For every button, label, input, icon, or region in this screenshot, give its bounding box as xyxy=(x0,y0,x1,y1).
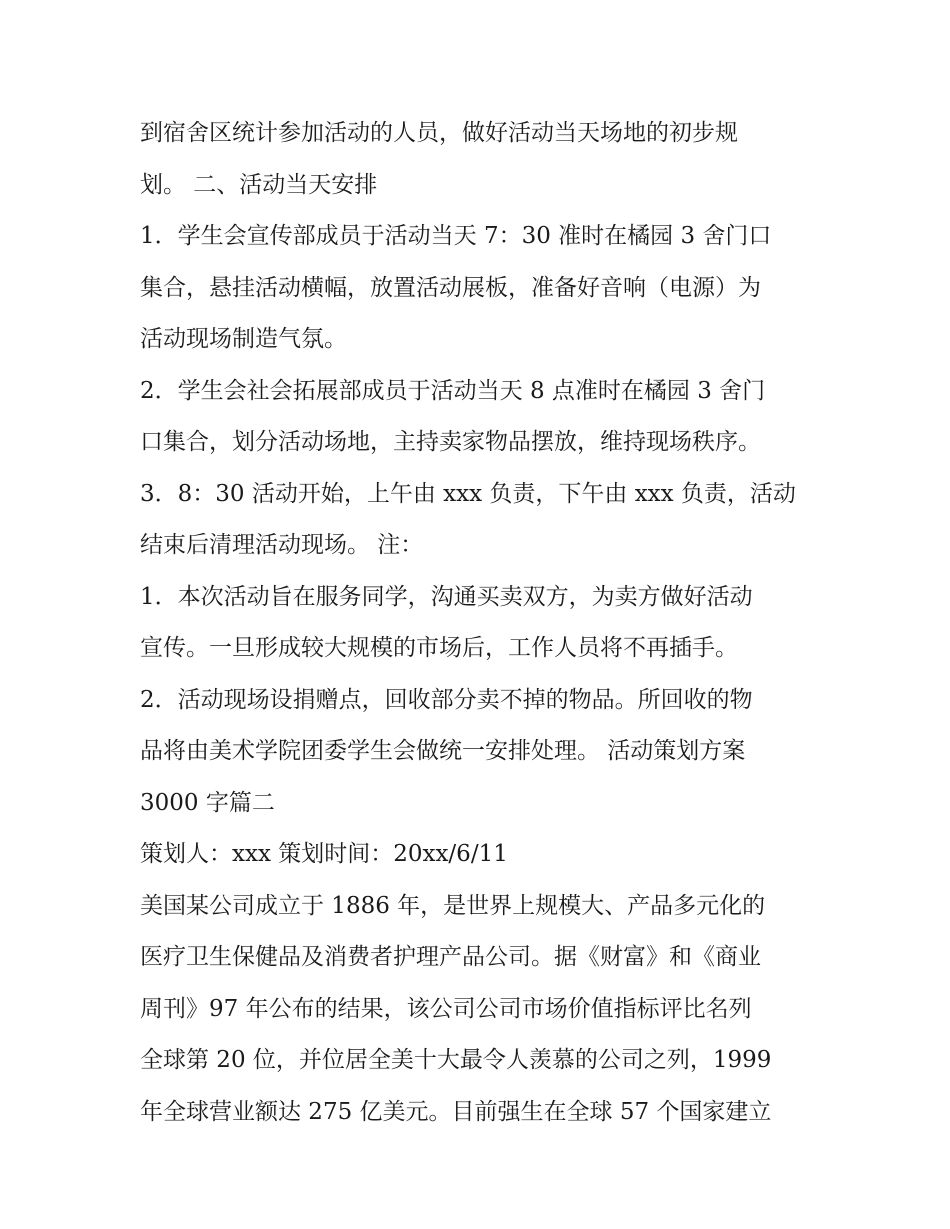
text-line: 2．活动现场设捐赠点，回收部分卖不掉的物品。所回收的物 xyxy=(140,686,753,713)
text-line: 3000 字篇二 xyxy=(140,789,275,816)
text-line: 划。 二、活动当天安排 xyxy=(140,171,378,198)
text-line: 全球第 20 位，并位居全美十大最令人羡慕的公司之列，1999 xyxy=(140,1047,772,1073)
text-line: 宣传。一旦形成较大规模的市场后，工作人员将不再插手。 xyxy=(140,635,738,661)
text-line: 1．学生会宣传部成员于活动当天 7：30 准时在橘园 3 舍门口 xyxy=(140,223,772,249)
text-line: 3．8：30 活动开始，上午由 xxx 负责，下午由 xxx 负责，活动 xyxy=(140,480,796,507)
text-line: 结束后清理活动现场。 注： xyxy=(140,532,424,558)
text-line: 年全球营业额达 275 亿美元。目前强生在全球 57 个国家建立 xyxy=(140,1098,772,1125)
text-line: 品将由美术学院团委学生会做统一安排处理。 活动策划方案 xyxy=(140,738,746,764)
text-line: 美国某公司成立于 1886 年，是世界上规模大、产品多元化的 xyxy=(140,892,766,919)
text-line: 周刊》97 年公布的结果，该公司公司市场价值指标评比名列 xyxy=(140,995,752,1022)
text-line: 医疗卫生保健品及消费者护理产品公司。据《财富》和《商业 xyxy=(140,944,761,970)
text-line: 策划人：xxx 策划时间：20xx/6/11 xyxy=(140,841,508,867)
text-line: 到宿舍区统计参加活动的人员，做好活动当天场地的初步规 xyxy=(140,120,738,146)
text-line: 活动现场制造气氛。 xyxy=(140,326,347,352)
text-line: 口集合，划分活动场地，主持卖家物品摆放，维持现场秩序。 xyxy=(140,429,761,455)
text-line: 集合，悬挂活动横幅，放置活动展板，准备好音响（电源）为 xyxy=(140,274,761,301)
document-body xyxy=(140,108,830,1138)
text-line: 2．学生会社会拓展部成员于活动当天 8 点准时在橘园 3 舍门 xyxy=(140,377,766,404)
text-line: 1．本次活动旨在服务同学，沟通买卖双方，为卖方做好活动 xyxy=(140,583,753,610)
